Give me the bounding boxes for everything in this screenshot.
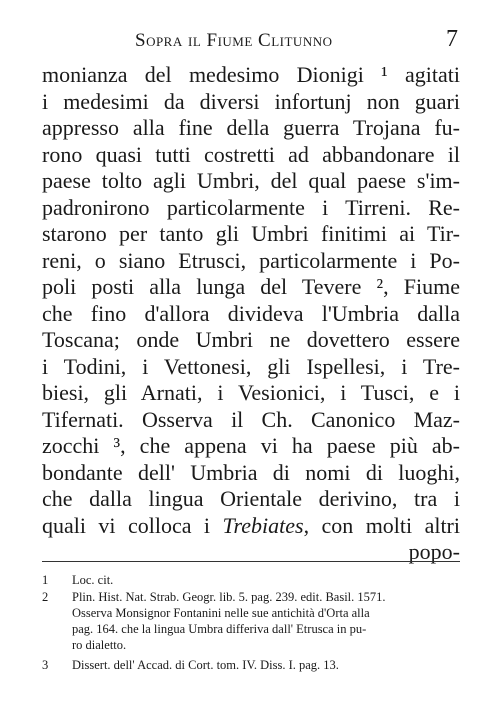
text-line: rono quasi tutti costretti ad abbandonare il <box>42 141 460 167</box>
catchword: popo- <box>408 539 460 564</box>
footnote-line: Loc. cit. <box>72 573 114 587</box>
text-line: che dalla lingua Orientale derivino, tra i <box>42 486 460 511</box>
text-line: zocchi ³, che appena vi ha paese più ab- <box>42 433 460 458</box>
footnote-mark: 2 <box>42 590 49 604</box>
footnote-line: pag. 164. che la lingua Umbra differiva dall' Etrusca in pu- <box>72 622 367 636</box>
text-line: che fino d'allora divideva l'Umbria dalla <box>42 300 460 326</box>
footnote-line: ro dialetto. <box>72 638 127 652</box>
footnote-line: Dissert. dell' Accad. di Cort. tom. IV. Diss. I. pag. 13. <box>72 658 339 672</box>
running-title: Sopra il Fiume Clitunno <box>135 30 333 51</box>
text-segment: , con molti altri <box>303 512 460 538</box>
text-line-with-italic <box>42 513 460 540</box>
text-line: reni, o siano Etrusci, particolarmente i Po- <box>42 247 460 273</box>
text-line: paese tolto agli Umbri, del qual paese s'im- <box>42 168 460 193</box>
footnote-3 <box>42 657 460 673</box>
footnote-mark: 1 <box>42 573 49 587</box>
text-line: monianza del medesimo Dionigi ¹ agitati <box>42 62 460 87</box>
text-line: appresso alla fine della guerra Trojana fu- <box>42 115 460 140</box>
page-number: 7 <box>446 26 458 52</box>
text-line: Tifernati. Osserva il Ch. Canonico Maz- <box>42 406 460 432</box>
running-head <box>40 28 460 54</box>
text-segment: quali vi colloca i <box>42 512 223 538</box>
footnote-separator <box>42 561 460 562</box>
footnotes <box>42 572 460 673</box>
text-line: biesi, gli Arnati, i Vesionici, i Tusci, e i <box>42 380 460 405</box>
text-line: bondante dell' Umbria di nomi di luoghi, <box>42 459 460 485</box>
text-line: Toscana; onde Umbri ne dovettero essere <box>42 327 460 352</box>
footnote-2 <box>42 589 460 653</box>
footnote-1 <box>42 572 460 588</box>
text-line: i medesimi da diversi infortunj non guari <box>42 88 460 114</box>
text-line: starono per tanto gli Umbri finitimi ai Tir- <box>42 221 460 246</box>
footnote-line: Osserva Monsignor Fontanini nelle sue antichità d'Orta alla <box>72 606 370 620</box>
text-line: i Todini, i Vettonesi, gli Ispellesi, i Tre- <box>42 353 460 379</box>
footnote-line: Plin. Hist. Nat. Strab. Geogr. lib. 5. pag. 239. edit. Basil. 1571. <box>72 590 386 604</box>
text-line: poli posti alla lunga del Tevere ², Fiume <box>42 274 460 299</box>
footnote-mark: 3 <box>42 658 49 672</box>
body-text <box>42 62 460 566</box>
italic-term: Trebiates <box>222 512 304 538</box>
text-line: padronirono particolarmente i Tirreni. Re- <box>42 194 460 220</box>
